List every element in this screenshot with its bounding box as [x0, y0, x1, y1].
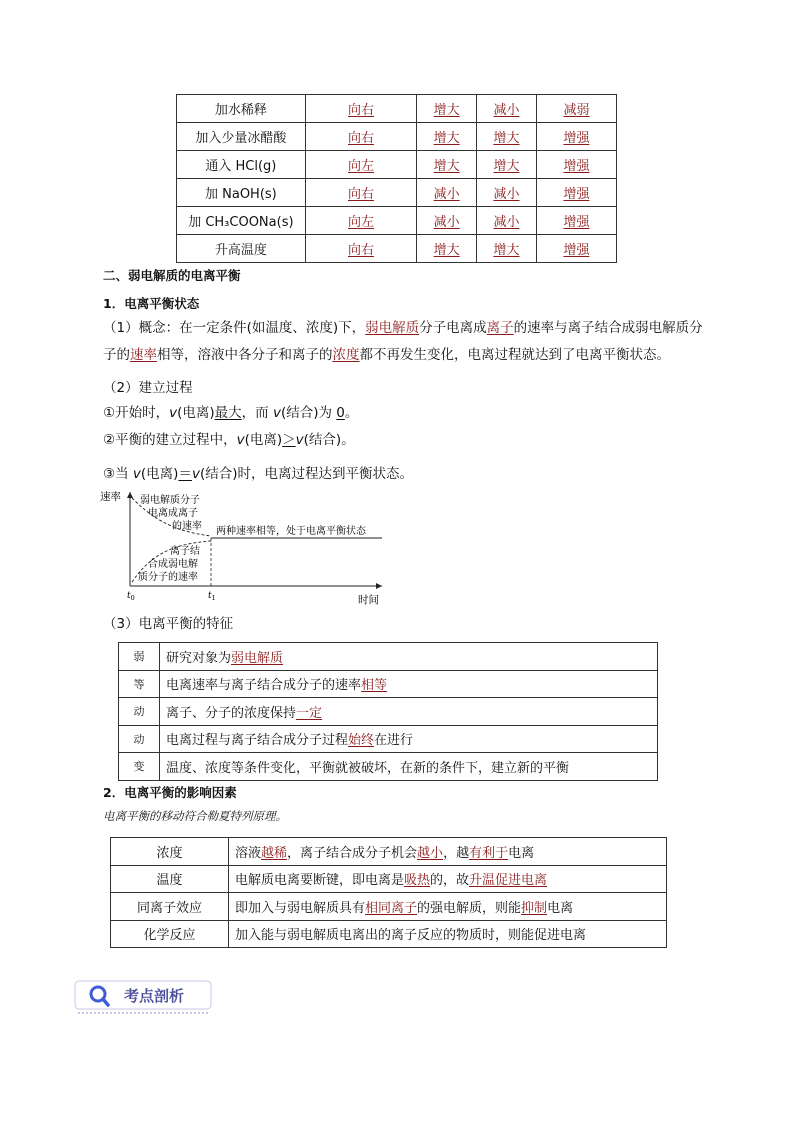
feature-row [119, 698, 658, 726]
feature-key: 动 [119, 725, 160, 753]
feature-key: 变 [119, 753, 160, 781]
factor-table [176, 94, 617, 263]
feature-text: 研究对象为弱电解质 [160, 643, 658, 671]
factor-cell-c: 增大 [477, 235, 537, 263]
upper-label-2: 电离成离子 [148, 508, 198, 519]
influence-text: 电解质电离要断键，即电离是吸热的，故升温促进电离 [229, 865, 667, 893]
influence-table [110, 837, 667, 948]
influence-intro: 电离平衡的移动符合勒夏特列原理。 [103, 809, 287, 823]
lower-label-1: 离子结 [170, 546, 200, 557]
factor-row [177, 151, 617, 179]
y-axis-label: 速率 [100, 491, 121, 503]
factor-row [177, 207, 617, 235]
feature-text: 温度、浓度等条件变化，平衡就被破坏，在新的条件下，建立新的平衡 [160, 753, 658, 781]
factor-cell-c: 减小 [477, 179, 537, 207]
influence-text: 加入能与弱电解质电离出的离子反应的物质时，则能促进电离 [229, 920, 667, 948]
factor-cell-c: 增大 [477, 123, 537, 151]
upper-label-3: 的速率 [172, 521, 202, 532]
factor-row [177, 235, 617, 263]
influence-row [111, 838, 667, 866]
features-table [118, 642, 658, 781]
factor-cell-n: 增大 [417, 95, 477, 123]
equilibrium-label: 两种速率相等，处于电离平衡状态 [216, 526, 366, 537]
factor-cell-n: 增大 [417, 123, 477, 151]
feature-key: 等 [119, 670, 160, 698]
factor-cell-c: 减小 [477, 95, 537, 123]
factor-cell-condition: 加 CH₃COONa(s) [177, 207, 306, 235]
concept-line-2: 子的速率相等，溶液中各分子和离子的浓度都不再发生变化，电离过程就达到了电离平衡状态。 [103, 347, 670, 363]
influence-text: 溶液越稀，离子结合成分子机会越小，越有利于电离 [229, 838, 667, 866]
factor-cell-conductivity: 增强 [536, 151, 616, 179]
build-step-3: ③当 v(电离)＝v(结合)时，电离过程达到平衡状态。 [103, 466, 413, 482]
factor-cell-c: 减小 [477, 207, 537, 235]
factor-cell-condition: 通入 HCl(g) [177, 151, 306, 179]
factor-cell-shift: 向右 [305, 179, 417, 207]
feature-row [119, 725, 658, 753]
feature-text: 电离过程与离子结合成分子过程始终在进行 [160, 725, 658, 753]
factor-row [177, 123, 617, 151]
influence-key: 化学反应 [111, 920, 229, 948]
feature-text: 离子、分子的浓度保持一定 [160, 698, 658, 726]
lower-label-3: 质分子的速率 [138, 572, 198, 583]
factor-cell-conductivity: 增强 [536, 123, 616, 151]
factor-cell-conductivity: 增强 [536, 207, 616, 235]
t1-label: $t_1$ [208, 591, 216, 602]
upper-label-1: 弱电解质分子 [140, 495, 200, 506]
lower-label-2: 合成弱电解 [148, 559, 198, 570]
subsection-title: 1．电离平衡状态 [103, 296, 200, 311]
feature-row [119, 753, 658, 781]
influence-key: 同离子效应 [111, 893, 229, 921]
influence-title: 2．电离平衡的影响因素 [103, 785, 237, 800]
features-title: （3）电离平衡的特征 [103, 616, 234, 632]
section-badge [74, 975, 212, 1015]
influence-row [111, 920, 667, 948]
concept-line-1: （1）概念：在一定条件(如温度、浓度)下，弱电解质分子电离成离子的速率与离子结合成弱电解质分 [103, 320, 703, 336]
factor-cell-condition: 加入少量冰醋酸 [177, 123, 306, 151]
feature-key: 动 [119, 698, 160, 726]
influence-text: 即加入与弱电解质具有相同离子的强电解质，则能抑制电离 [229, 893, 667, 921]
factor-row [177, 179, 617, 207]
influence-key: 浓度 [111, 838, 229, 866]
factor-cell-condition: 升高温度 [177, 235, 306, 263]
factor-cell-c: 增大 [477, 151, 537, 179]
factor-cell-shift: 向右 [305, 235, 417, 263]
factor-cell-n: 增大 [417, 151, 477, 179]
factor-cell-shift: 向右 [305, 95, 417, 123]
factor-cell-shift: 向左 [305, 151, 417, 179]
influence-row [111, 893, 667, 921]
factor-cell-n: 减小 [417, 207, 477, 235]
factor-cell-n: 减小 [417, 179, 477, 207]
factor-cell-condition: 加 NaOH(s) [177, 179, 306, 207]
factor-cell-conductivity: 增强 [536, 179, 616, 207]
factor-cell-condition: 加水稀释 [177, 95, 306, 123]
feature-key: 弱 [119, 643, 160, 671]
build-title: （2）建立过程 [103, 380, 193, 396]
influence-key: 温度 [111, 865, 229, 893]
factor-cell-shift: 向右 [305, 123, 417, 151]
x-axis-label: 时间 [358, 594, 379, 606]
feature-row [119, 643, 658, 671]
influence-row [111, 865, 667, 893]
build-step-1: ①开始时，v(电离)最大，而 v(结合)为 0。 [103, 405, 359, 421]
factor-row [177, 95, 617, 123]
factor-cell-n: 增大 [417, 235, 477, 263]
factor-cell-conductivity: 增强 [536, 235, 616, 263]
section-title: 二、弱电解质的电离平衡 [103, 268, 241, 283]
feature-row [119, 670, 658, 698]
t0-label: $t_0$ [127, 591, 135, 602]
rate-graph [100, 486, 390, 608]
badge-label: 考点剖析 [124, 987, 185, 1005]
feature-text: 电离速率与离子结合成分子的速率相等 [160, 670, 658, 698]
factor-cell-conductivity: 减弱 [536, 95, 616, 123]
factor-cell-shift: 向左 [305, 207, 417, 235]
build-step-2: ②平衡的建立过程中，v(电离)＞v(结合)。 [103, 432, 355, 448]
